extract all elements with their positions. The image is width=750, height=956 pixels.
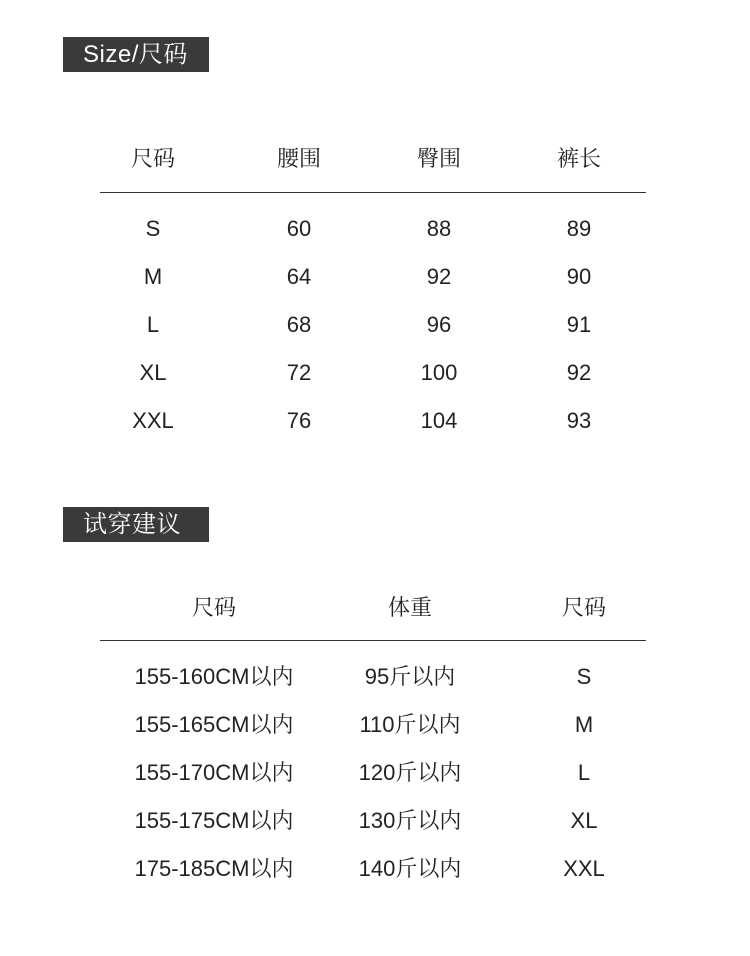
hip-cell: 104 [420, 408, 458, 433]
size-header-hip: 臀围 [416, 146, 461, 171]
size-table-header [100, 135, 646, 183]
size-header-waist: 腰围 [276, 146, 321, 171]
waist-cell: 60 [286, 216, 312, 241]
table-row [100, 749, 646, 797]
hip-cell: 88 [426, 216, 452, 241]
weight-cell: 140斤以内 [358, 856, 462, 881]
weight-cell: 95斤以内 [364, 664, 456, 689]
hip-cell: 92 [426, 264, 452, 289]
weight-cell: 120斤以内 [358, 760, 462, 785]
table-row [100, 397, 646, 445]
size-table-divider [100, 192, 646, 193]
size-cell: L [577, 760, 591, 785]
waist-cell: 68 [286, 312, 312, 337]
table-row [100, 205, 646, 253]
hip-cell: 96 [426, 312, 452, 337]
size-cell: L [146, 312, 160, 337]
size-cell: XL [139, 360, 167, 385]
height-cell: 155-165CM以内 [134, 712, 294, 737]
fit-table-header [100, 584, 646, 632]
table-row [100, 653, 646, 701]
size-cell: XXL [132, 408, 174, 433]
fit-table-divider [100, 640, 646, 641]
hip-cell: 100 [420, 360, 458, 385]
length-cell: 89 [566, 216, 592, 241]
length-cell: 93 [566, 408, 592, 433]
fit-header-weight: 体重 [387, 595, 432, 620]
weight-cell: 130斤以内 [358, 808, 462, 833]
table-row [100, 797, 646, 845]
size-cell: M [143, 264, 163, 289]
height-cell: 155-170CM以内 [134, 760, 294, 785]
size-cell: S [145, 216, 161, 241]
size-header-size: 尺码 [130, 146, 175, 171]
waist-cell: 72 [286, 360, 312, 385]
table-row [100, 253, 646, 301]
length-cell: 91 [566, 312, 592, 337]
weight-cell: 110斤以内 [359, 712, 461, 737]
length-cell: 90 [566, 264, 592, 289]
height-cell: 155-160CM以内 [134, 664, 294, 689]
size-cell: XXL [563, 856, 605, 881]
table-row [100, 701, 646, 749]
fit-section-title: 试穿建议 [63, 507, 209, 542]
height-cell: 175-185CM以内 [134, 856, 294, 881]
table-row [100, 845, 646, 893]
table-row [100, 301, 646, 349]
size-cell: S [576, 664, 592, 689]
waist-cell: 64 [286, 264, 312, 289]
waist-cell: 76 [286, 408, 312, 433]
size-header-length: 裤长 [556, 146, 601, 171]
height-cell: 155-175CM以内 [134, 808, 294, 833]
length-cell: 92 [566, 360, 592, 385]
fit-header-height: 尺码 [191, 595, 236, 620]
size-cell: M [574, 712, 594, 737]
size-section-title: Size/尺码 [63, 37, 209, 72]
fit-header-size: 尺码 [561, 595, 606, 620]
size-cell: XL [570, 808, 598, 833]
table-row [100, 349, 646, 397]
